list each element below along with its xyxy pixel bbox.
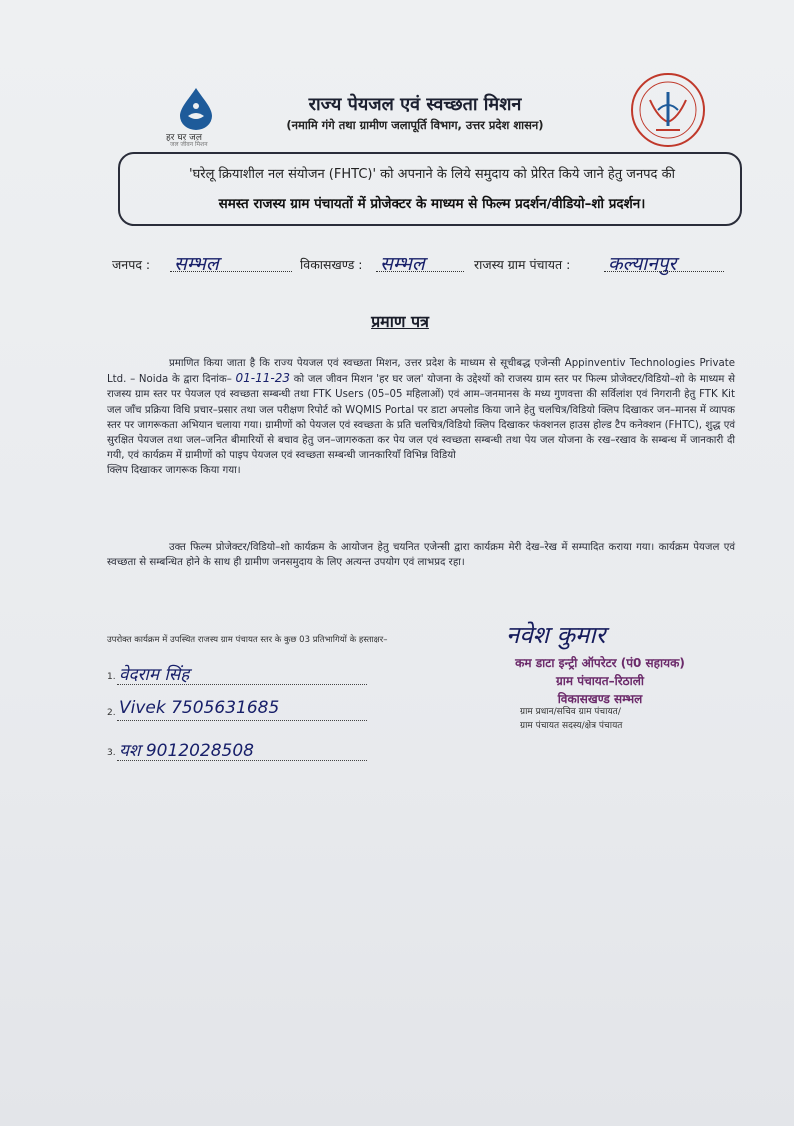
role-line-2: ग्राम पंचायत सदस्य/क्षेत्र पंचायत (520, 721, 623, 731)
certificate-heading: प्रमाण पत्र (371, 312, 429, 331)
stamp-designation: कम डाटा इन्ट्री ऑपरेटर (पं0 सहायक) (515, 656, 685, 670)
certificate-paragraph-1 (107, 356, 735, 479)
signature-caption: उपरोक्त कार्यक्रम में उपस्थित राजस्य ग्राम पंचायत स्तर के कुछ 03 प्रतिभागियों के हस्ताक्षर– (107, 635, 388, 645)
signature-number: 3. (107, 748, 116, 758)
up-emblem-icon (628, 70, 708, 150)
panchayat-value: कल्यानपुर (608, 253, 677, 275)
stamp-panchayat: ग्राम पंचायत–रिठाली (556, 674, 644, 688)
participant-signature-3 (107, 738, 367, 764)
mission-title: राज्य पेयजल एवं स्वच्छता मिशन (308, 94, 522, 115)
role-line-1: ग्राम प्रधान/सचिव ग्राम पंचायत/ (520, 707, 621, 717)
district-dotline (170, 270, 292, 272)
program-box (118, 152, 742, 226)
block-dotline (376, 270, 464, 272)
signature-number: 1. (107, 672, 116, 682)
paragraph-2-text: उक्त फिल्म प्रोजेक्टर/विडियो–शो कार्यक्रम के आयोजन हेतु चयनित एजेन्सी द्वारा कार्यक्रम मेरी देख–रेख में सम्पादित कराया गया। कार्यक्रम पेयजल एवं स्वच्छता से सम्बन्धित होने के साथ ही ग्रामीण जनसमुदाय के लिए अत्यन्त उपयोग एवं लाभप्रद रहा। (107, 542, 735, 569)
participant-signature-1 (107, 662, 367, 688)
signature-dotline (117, 720, 367, 721)
har-ghar-jal-logo (160, 86, 232, 156)
signature-text: वेदराम सिंह (119, 665, 190, 685)
paragraph-1-part-a: प्रमाणित किया जाता है कि राज्य पेयजल एवं स्वच्छता मिशन, उत्तर प्रदेश के माध्यम से सूचीबद्ध एजेन्सी Appinventiv Technologies Private Ltd. – Noida के द्वारा दिनांक– (107, 358, 735, 386)
department-subtitle: (नमामि गंगे तथा ग्रामीण जलापूर्ति विभाग, उत्तर प्रदेश शासन) (286, 118, 544, 132)
program-date: 01-11-23 (235, 371, 290, 386)
logo-subtagline: जल जीवन मिशन (170, 141, 208, 148)
certificate-paragraph-2 (107, 540, 735, 570)
panchayat-label: राजस्य ग्राम पंचायत : (474, 257, 571, 272)
paragraph-1-part-c: क्लिप दिखाकर जागरूक किया गया। (107, 465, 241, 477)
district-value: सम्भल (174, 253, 219, 275)
program-line-2: समस्त राजस्य ग्राम पंचायतों में प्रोजेक्टर के माध्यम से फिल्म प्रदर्शन/वीडियो–शो प्रदर्शन। (218, 196, 646, 212)
block-label: विकासखण्ड : (300, 257, 363, 272)
signature-text: Vivek 7505631685 (119, 698, 280, 718)
signature-dotline (117, 760, 367, 761)
paragraph-1-part-b: को जल जीवन मिशन 'हर घर जल' योजना के उद्देश्यों को राजस्य ग्राम स्तर पर फिल्म प्रोजेक्टर/विडियो–शो के माध्यम से राजस्य ग्राम स्तर पर पेयजल एवं स्वच्छता सम्बन्धी तथा FTK Users (05–05 महिलाओं) एवं आम–जनमानस के मध्य गुणवत्ता की सर्विलांश एवं निगरानी हेतु FTK Kit जल जाँच प्रक्रिया विधि प्रचार–प्रसार तथा जल परीक्षण रिपोर्ट को WQMIS Portal पर डाटा अपलोड किया जाने हेतु चलचित्र/विडियो क्लिप दिखाकर जन–मानस में व्यापक स्तर पर जागरूकता अभियान चलाया गया। ग्रामीणों को पेयजल एवं स्वच्छता के प्रति चलचित्र/विडियो क्लिप दिखाकर फंक्शनल हाउस होल्ड टैप कनेक्शन (FHTC), शुद्ध एवं सुरक्षित पेयजल तथा जल–जनित बीमारियों से बचाव हेतु जन–जागरुकता कर पेय जल एवं स्वच्छता सम्बन्धी तथा पेय जल योजना के रख–रखाव के सम्बन्ध में जानकारी दी गयी, एवं कार्यक्रम में ग्रामीणों को पाइप पेयजल एवं स्वच्छता सम्बन्धी जानकारियाँ विभिन्न विडियो (107, 374, 735, 462)
water-drop-logo-icon (160, 86, 232, 132)
signature-number: 2. (107, 708, 116, 718)
district-label: जनपद : (112, 257, 151, 272)
panchayat-dotline (604, 270, 724, 272)
participant-signature-2 (107, 698, 367, 724)
signature-text: यश 9012028508 (119, 741, 254, 761)
location-row (112, 250, 752, 280)
signature-dotline (117, 684, 367, 685)
up-state-emblem (628, 70, 708, 150)
official-signature: नवेश कुमार (506, 621, 606, 649)
stamp-block: विकासखण्ड सम्भल (557, 692, 643, 706)
block-value: सम्भल (380, 253, 425, 275)
logo-tagline: हर घर जल (166, 133, 202, 143)
program-line-1: 'घरेलू क्रियाशील नल संयोजन (FHTC)' को अपनाने के लिये समुदाय को प्रेरित किये जाने हेतु जनपद की (189, 167, 675, 182)
